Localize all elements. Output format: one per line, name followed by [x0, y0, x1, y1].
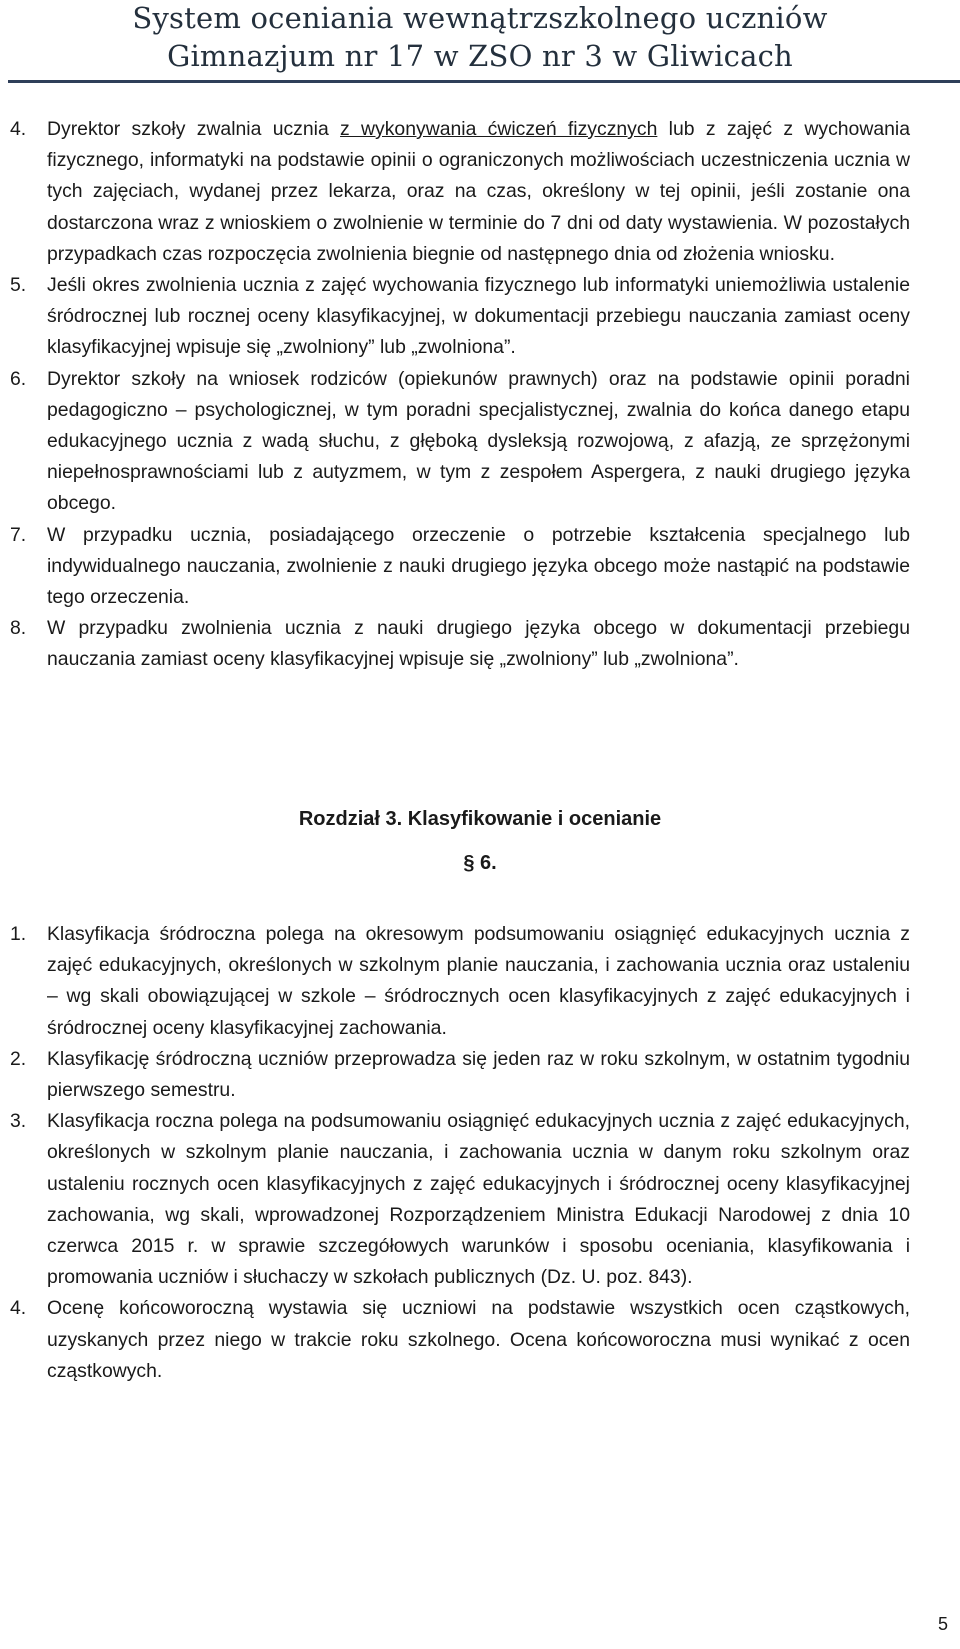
- item-text: Klasyfikację śródroczną uczniów przeprowadza się jeden raz w roku szkolnym, w ostatnim tygodniu pierwszego semestru.: [47, 1047, 910, 1102]
- item-text-underlined: z wykonywania ćwiczeń fizycznych: [340, 118, 658, 140]
- item-number: 8.: [10, 617, 27, 640]
- list-item: [10, 919, 910, 1044]
- list-item: [10, 114, 910, 270]
- provision-list-a: [10, 114, 910, 676]
- header-title-line1: System oceniania wewnątrzszkolnego uczniów: [132, 1, 828, 35]
- list-item: [10, 1044, 910, 1106]
- page-number: 5: [937, 1614, 948, 1634]
- list-item: [10, 270, 910, 364]
- header-title-line2: Gimnazjum nr 17 w ZSO nr 3 w Gliwicach: [167, 39, 793, 73]
- item-number: 4.: [10, 118, 27, 140]
- item-text-post: lub z zajęć z wychowania fizycznego, informatyki na podstawie opinii o ograniczonych możliwościach uczestniczenia ucznia w tych zajęciach, wydanej przez lekarza, oraz na czas, określony w tej opinii, jeśli zostanie ona dostarczona wraz z wnioskiem o zwolnienie w terminie do 7 dni od daty wystawienia. W pozostałych przypadkach czas rozpoczęcia zwolnienia biegnie od następnego dnia od złożenia wniosku.: [47, 118, 910, 265]
- list-item: [10, 520, 910, 614]
- item-number: 6.: [10, 367, 27, 390]
- item-number: 3.: [10, 1110, 27, 1133]
- chapter-title: Rozdział 3. Klasyfikowanie i ocenianie: [298, 808, 662, 830]
- item-number: 1.: [10, 923, 27, 945]
- item-text: Jeśli okres zwolnienia ucznia z zajęć wychowania fizycznego lub informatyki uniemożliwia ustalenie śródrocznej lub rocznej oceny klasyfikacyjnej, w dokumentacji przebiegu nauczania zamiast oceny klasyfikacyjnej wpisuje się „zwolniony” lub „zwolniona”.: [47, 274, 910, 359]
- item-text-pre: Dyrektor szkoły zwalnia ucznia: [47, 118, 341, 140]
- item-text: Klasyfikacja śródroczna polega na okresowym podsumowaniu osiągnięć edukacyjnych ucznia z zajęć edukacyjnych, określonych w szkolnym planie nauczania, i zachowania ucznia oraz ustaleniu – wg skali obowiązującej w szkole – śródrocznych ocen klasyfikacyjnych z zajęć edukacyjnych i śródrocznej oceny klasyfikacyjnej zachowania.: [47, 923, 910, 1039]
- item-text: Klasyfikacja roczna polega na podsumowaniu osiągnięć edukacyjnych ucznia z zajęć edukacyjnych, określonych w szkolnym planie nauczania, i zachowania ucznia w danym roku szkolnym oraz ustaleniu rocznych ocen klasyfikacyjnych z zajęć edukacyjnych i śródrocznej oceny klasyfikacyjnej zachowania, wg skali, wprowadzonej Rozporządzeniem Ministra Edukacji Narodowej z dnia 10 czerwca 2015 r. w sprawie szczegółowych warunków i sposobu oceniania, klasyfikowania i promowania uczniów i słuchaczy w szkołach publicznych (Dz. U. poz. 843).: [47, 1110, 910, 1289]
- list-item: [10, 364, 910, 520]
- item-number: 5.: [10, 274, 27, 297]
- item-text: W przypadku ucznia, posiadającego orzeczenie o potrzebie kształcenia specjalnego lub indywidualnego nauczania, zwolnienie z nauki drugiego języka obcego może nastąpić na podstawie tego orzeczenia.: [47, 523, 910, 609]
- list-item: [10, 1293, 910, 1387]
- list-item: [10, 1106, 910, 1293]
- item-text: W przypadku zwolnienia ucznia z nauki drugiego języka obcego w dokumentacji przebiegu nauczania zamiast oceny klasyfikacyjnej wpisuje się „zwolniony” lub „zwolniona”.: [47, 617, 910, 671]
- section-title: § 6.: [463, 852, 497, 874]
- provision-list-b: [10, 919, 910, 1387]
- item-number: 7.: [10, 523, 27, 546]
- item-number: 2.: [10, 1047, 27, 1070]
- list-item: [10, 613, 910, 675]
- item-number: 4.: [10, 1297, 27, 1320]
- item-text: Dyrektor szkoły na wniosek rodziców (opiekunów prawnych) oraz na podstawie opinii poradni pedagogiczno – psychologicznej, w tym poradni specjalistycznej, zwalnia do końca danego etapu edukacyjnego ucznia z wadą słuchu, z głęboką dysleksją rozwojową, z afazją, ze sprzężonymi niepełnosprawnościami lub z autyzmem, w tym z zespołem Aspergera, z nauki drugiego języka obcego.: [47, 367, 910, 515]
- item-text: Ocenę końcoworoczną wystawia się uczniowi na podstawie wszystkich ocen cząstkowych, uzyskanych przez niego w trakcie roku szkolnego. Ocena końcoworoczna musi wynikać z ocen cząstkowych.: [47, 1297, 910, 1382]
- header-divider: [8, 80, 960, 83]
